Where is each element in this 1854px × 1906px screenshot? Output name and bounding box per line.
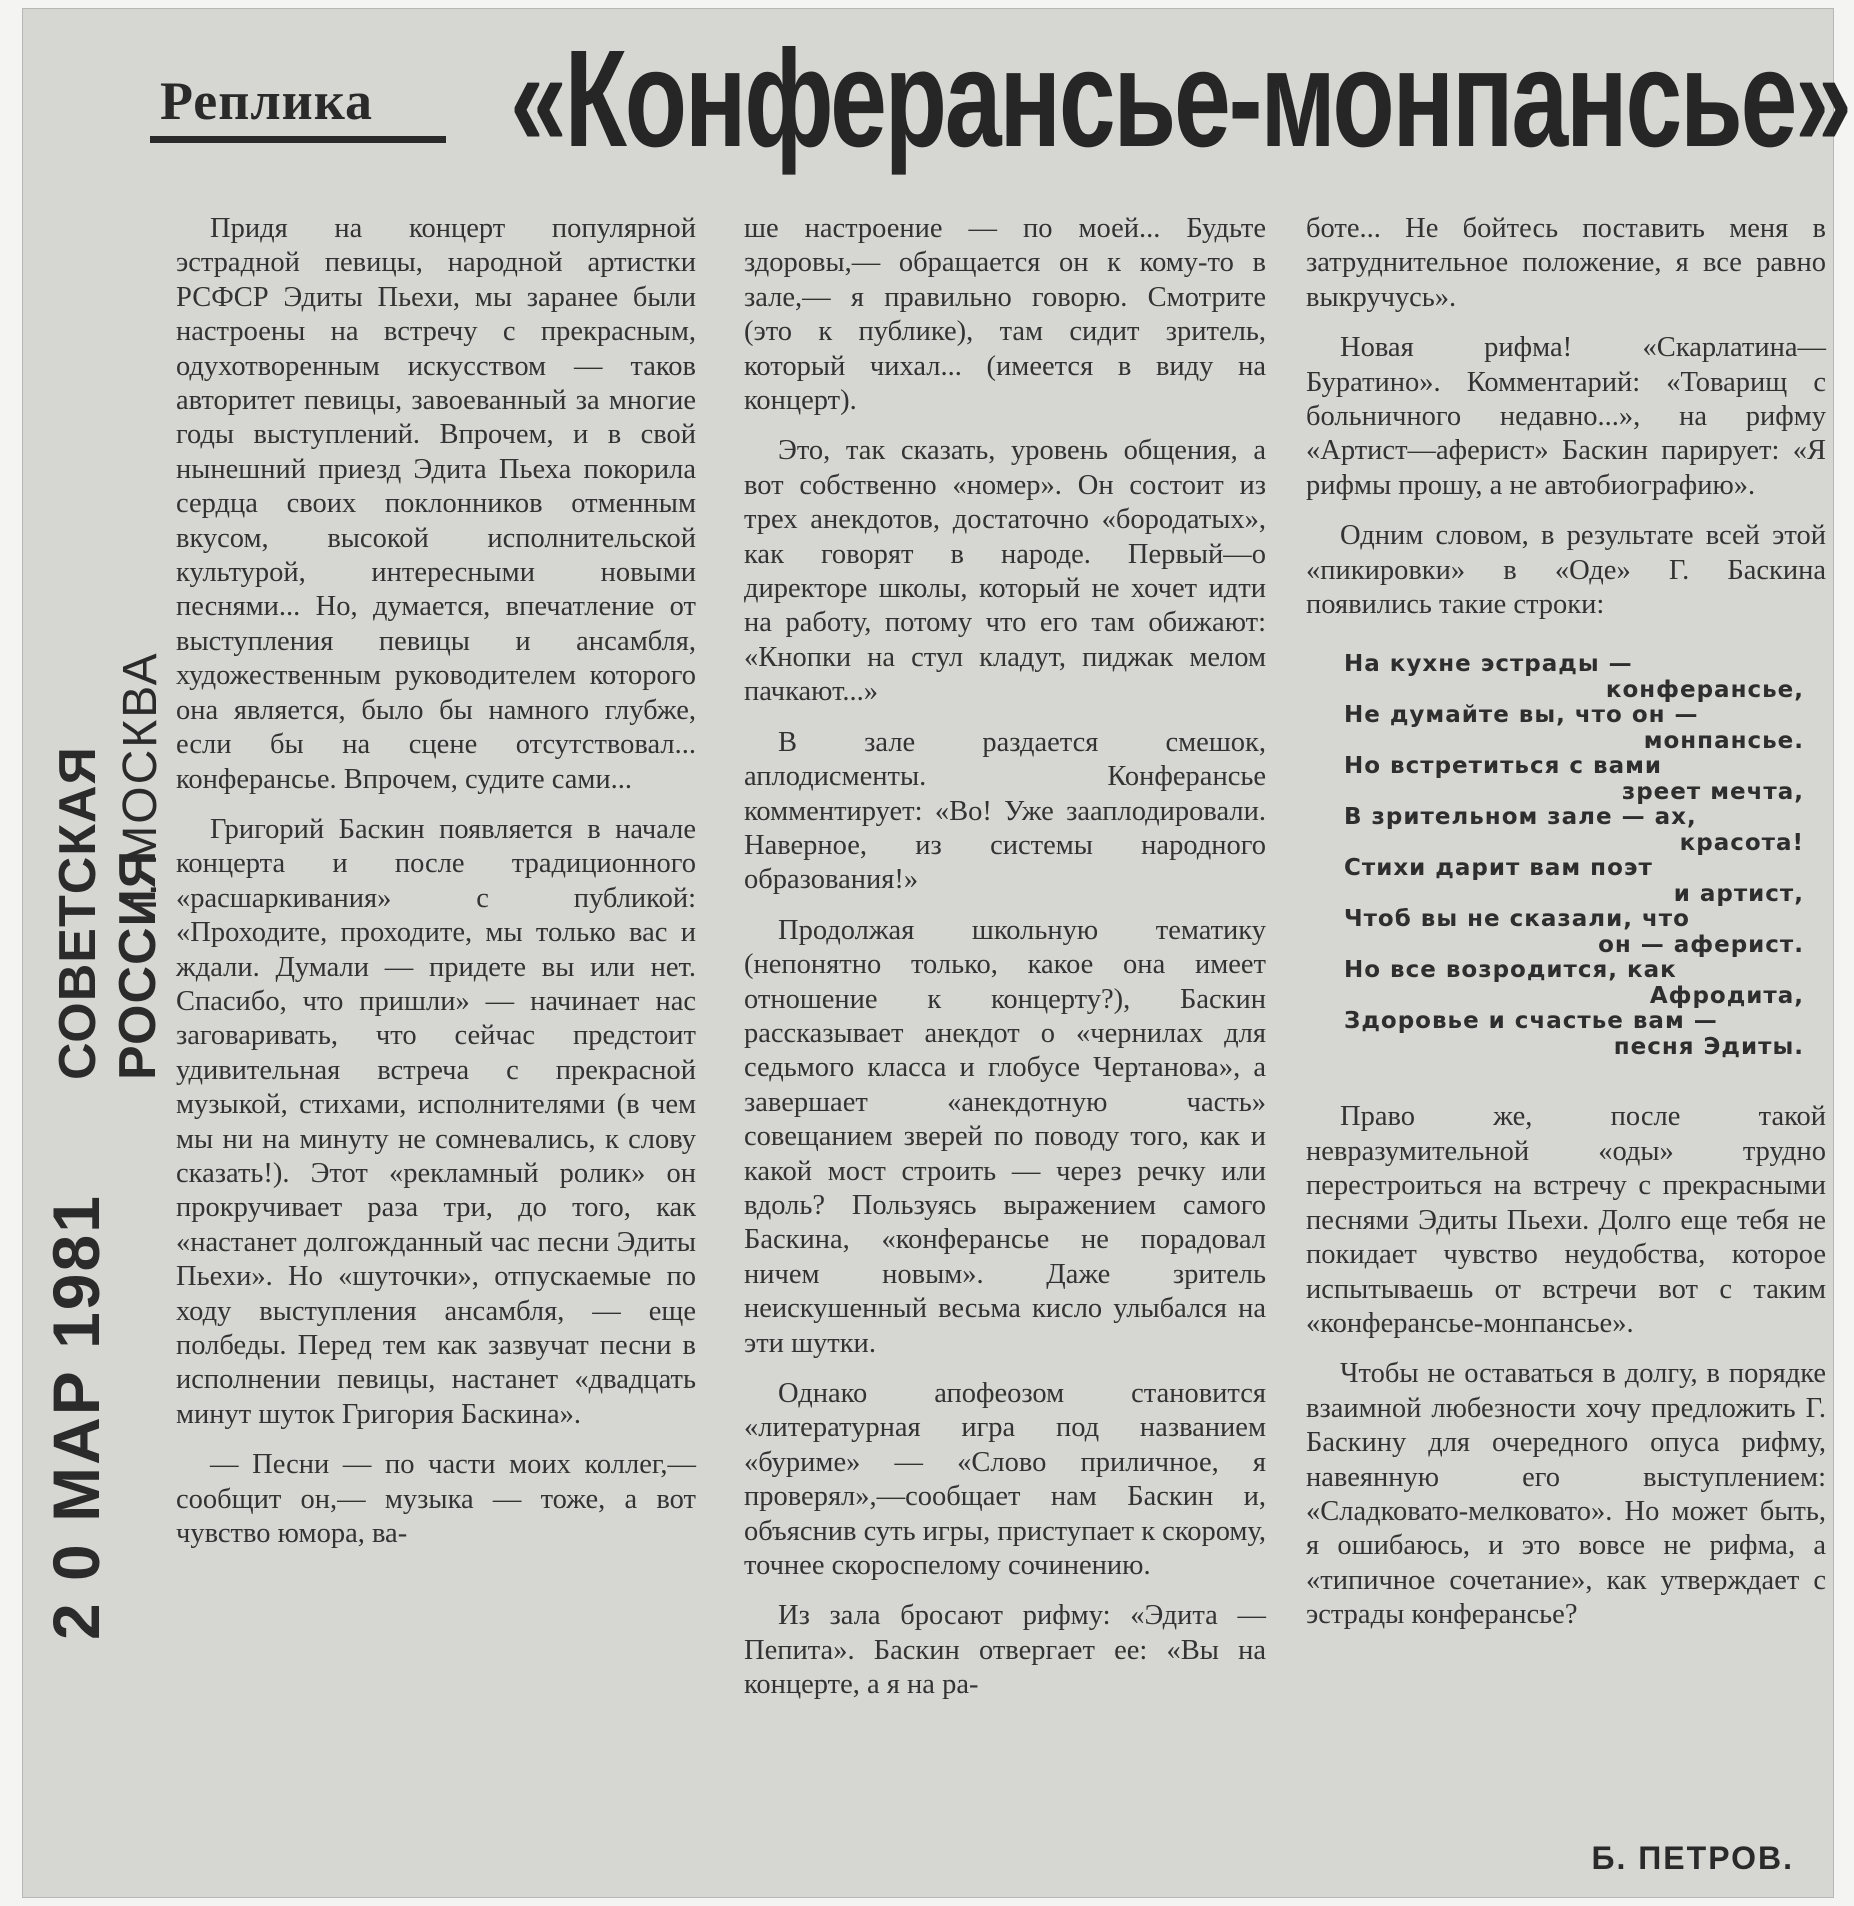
author-signature: Б. ПЕТРОВ. xyxy=(1591,1840,1794,1876)
poem-line: красота! xyxy=(1679,829,1804,856)
paragraph: ше настроение — по моей... Будьте здоровы,— обращается он к кому-то в зале,— я правильно говорю. Смотрите (это к публике), там сидит зритель, который чихал... (имеется в виду на концерт). xyxy=(744,213,1266,417)
poem-line: В зрительном зале — ах, xyxy=(1344,804,1697,831)
column-1 xyxy=(176,212,696,1567)
article-headline: «Конферансье-монпансье» xyxy=(510,22,1850,176)
paragraph: боте... Не бойтесь поставить меня в затруднительное положение, я все равно выкручусь». xyxy=(1306,213,1826,313)
paragraph: Продолжая школьную тематику (непонятно только, какое она имеет отношение к концерту?), Баскин рассказывает анекдот о «чернилах для седьмого класса и глобусе Чертанова», а завершает «анекдотную часть» совещанием зверей по поводу того, как и какой мост строить — через речку или вдоль? Пользуясь выражением самого Баскина, «конферансье не порадовал ничем новым». Даже зритель неискушенный весьма кисло улыбался на эти шутки. xyxy=(744,914,1266,1359)
rubric-underline xyxy=(150,136,446,143)
poem-line: Чтоб вы не сказали, что xyxy=(1344,906,1690,933)
paragraph: Чтобы не оставаться в долгу, в порядке взаимной любезности хочу предложить Г. Баскину для очередного опуса рифму, навеянную его выступлением: «Сладковато-мелковато». Но может быть, я ошибаюсь, и это вовсе не рифма, а «типичное сочетание», как утверждает с эстрады конферансье? xyxy=(1306,1358,1826,1631)
paragraph: Григорий Баскин появляется в начале концерта и после традиционного «расшаркивания» с публикой: «Проходите, проходите, мы только вас и ждали. Думали — придете вы или нет. Спасибо, что пришли» — начинает нас заговаривать, что сейчас предстоит удивительная встреча с прекрасной музыкой, стихами, исполнителями (в чем мы ни на минуту не сомневались, к слову сказать!). Этот «рекламный ролик» он прокручивает раза три, до того, как «настанет долгожданный час песни Эдиты Пьехи». Но «шуточки», отпускаемые по ходу выступления ансамбля, — еще полбеды. Перед тем как зазвучат песни в исполнении певицы, настанет «двадцать минут шуток Григория Баскина». xyxy=(176,813,696,1430)
poem-line: он — аферист. xyxy=(1598,931,1804,958)
poem-line: Не думайте вы, что он — xyxy=(1344,702,1699,729)
poem-line: Афродита, xyxy=(1649,982,1804,1009)
column-2 xyxy=(744,212,1266,1719)
paragraph: Одним словом, в результате всей этой «пикировки» в «Оде» Г. Баскина появились такие строки: xyxy=(1306,520,1826,621)
stamp-city: г. МОСКВА xyxy=(114,651,167,910)
poem-line: Но все возродится, как xyxy=(1344,957,1677,984)
paragraph: Это, так сказать, уровень общения, а вот собственно «номер». Он состоит из трех анекдотов, достаточно «бородатых», как говорят в народе. Первый—о директоре школы, который не хочет идти на работу, потому что его там обижают: «Кнопки на стул кладут, пиджак мелом пачкают...» xyxy=(744,435,1266,708)
poem-line: песня Эдиты. xyxy=(1613,1033,1804,1060)
paragraph: В зале раздается смешок, аплодисменты. Конферансье комментирует: «Во! Уже зааплодировали. Наверное, из системы народного образования!» xyxy=(744,726,1266,896)
poem-line: монпансье. xyxy=(1643,727,1804,754)
paragraph: Право же, после такой невразумительной «оды» трудно перестроиться на встречу с прекрасными песнями Эдиты Пьехи. Долго еще тебя не покидает чувство неудобства, которое испытываешь от встречи вот с таким «конферансье-монпансье». xyxy=(1306,1101,1826,1339)
poem-line: Здоровье и счастье вам — xyxy=(1344,1008,1718,1035)
poem-line: На кухне эстрады — xyxy=(1344,651,1633,678)
poem-line: Стихи дарит вам поэт xyxy=(1344,855,1653,882)
paragraph: Однако апофеозом становится «литературная игра под названием «буриме» — «Слово приличное, я проверял»,—сообщает нам Баскин и, объяснив суть игры, приступает к скорому, точнее скороспелому сочинению. xyxy=(744,1378,1266,1582)
column-3 xyxy=(1306,212,1826,1649)
paragraph: Из зала бросают рифму: «Эдита — Пепита». Баскин отвергает ее: «Вы на концерте, а я на ра- xyxy=(744,1600,1266,1701)
poem-line: и артист, xyxy=(1673,880,1804,907)
paragraph: — Песни — по части моих коллег,— сообщит он,— музыка — тоже, а вот чувство юмора, ва- xyxy=(176,1449,696,1550)
poem-quote xyxy=(1344,652,1804,1060)
paragraph: Новая рифма! «Скарлатина—Буратино». Комментарий: «Товарищ с больничного недавно...», на рифму «Артист—аферист» Баскин парирует: «Я рифмы прошу, а не автобиографию». xyxy=(1306,332,1826,501)
poem-line: зреет мечта, xyxy=(1621,778,1804,805)
poem-line: Но встретиться с вами xyxy=(1344,753,1663,780)
rubric-label: Реплика xyxy=(160,71,374,131)
stamp-date: 2 0 МАР 1981 xyxy=(39,1194,113,1640)
paragraph: Придя на концерт популярной эстрадной певицы, народной артистки РСФСР Эдиты Пьехи, мы заранее были настроены на встречу с прекрасным, одухотворенным искусством — таков авторитет певицы, завоеванный за многие годы выступлений. Впрочем, и в свой нынешний приезд Эдита Пьеха покорила сердца своих поклонников отменным вкусом, высокой исполнительской культурой, интересными новыми песнями... Но, думается, впечатление от выступления певицы и ансамбля, художественным руководителем которого она является, было бы намного глубже, если бы на сцене отсутствовал... конферансье. Впрочем, судите сами... xyxy=(176,213,696,795)
stamp-newspaper: СОВЕТСКАЯ РОССИЯ xyxy=(49,746,167,1080)
poem-line: конферансье, xyxy=(1605,676,1804,703)
